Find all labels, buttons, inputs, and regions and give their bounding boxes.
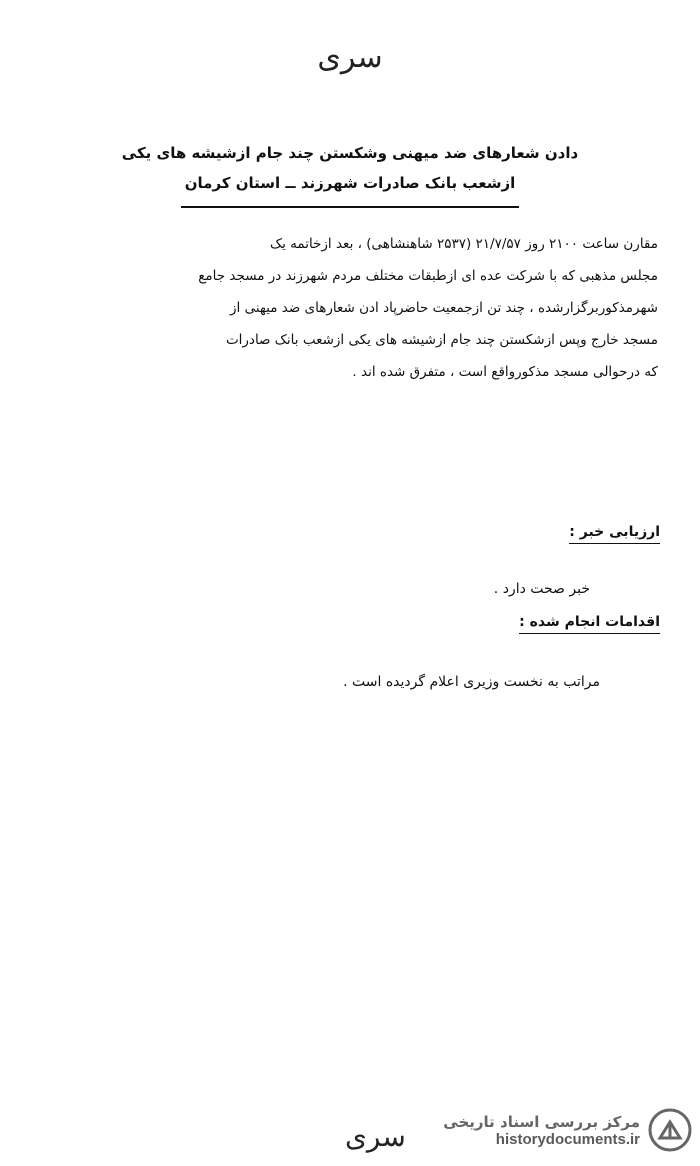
- title-line-1: دادن شعارهای ضد میهنی وشکستن چند جام ازشیشه های یکی: [121, 144, 579, 162]
- evaluation-label: ارزیابی خبر :: [569, 524, 660, 544]
- title-line-2: ازشعب بانک صادرات شهرزند ــ استان کرمان: [181, 168, 520, 208]
- watermark: [402, 1102, 692, 1158]
- book-logo-icon: [648, 1108, 692, 1152]
- actions-text: مراتب به نخست وزیری اعلام گردیده است .: [343, 674, 600, 690]
- document-body: [48, 228, 658, 388]
- body-line: که درحوالی مسجد مذکورواقع است ، متفرق شده اند .: [352, 364, 658, 380]
- classification-bottom: سری: [345, 1120, 406, 1153]
- body-line: مجلس مذهبی که با شرکت عده ای ازطبقات مختلف مردم شهرزند در مسجد جامع: [198, 268, 658, 284]
- body-line: مسجد خارج وپس ازشکستن چند جام ازشیشه های یکی ازشعب بانک صادرات: [225, 332, 658, 348]
- classification-top: سری: [317, 40, 383, 75]
- document-title: [100, 138, 600, 208]
- evaluation-heading: [569, 524, 660, 544]
- body-line: شهرمذکوربرگزارشده ، چند تن ازجمعیت حاضرپاد ادن شعارهای ضد میهنی از: [230, 300, 658, 316]
- evaluation-text: خبر صحت دارد .: [493, 581, 590, 597]
- actions-heading: [519, 614, 660, 634]
- watermark-title: مرکز بررسی اسناد تاریخی: [443, 1112, 640, 1131]
- actions-label: اقدامات انجام شده :: [519, 614, 660, 634]
- body-line: مقارن ساعت ۲۱۰۰ روز ۲۱/۷/۵۷ (۲۵۳۷ شاهنشاهی) ، بعد ازخاتمه یک: [270, 236, 658, 252]
- watermark-url: historydocuments.ir: [495, 1130, 640, 1148]
